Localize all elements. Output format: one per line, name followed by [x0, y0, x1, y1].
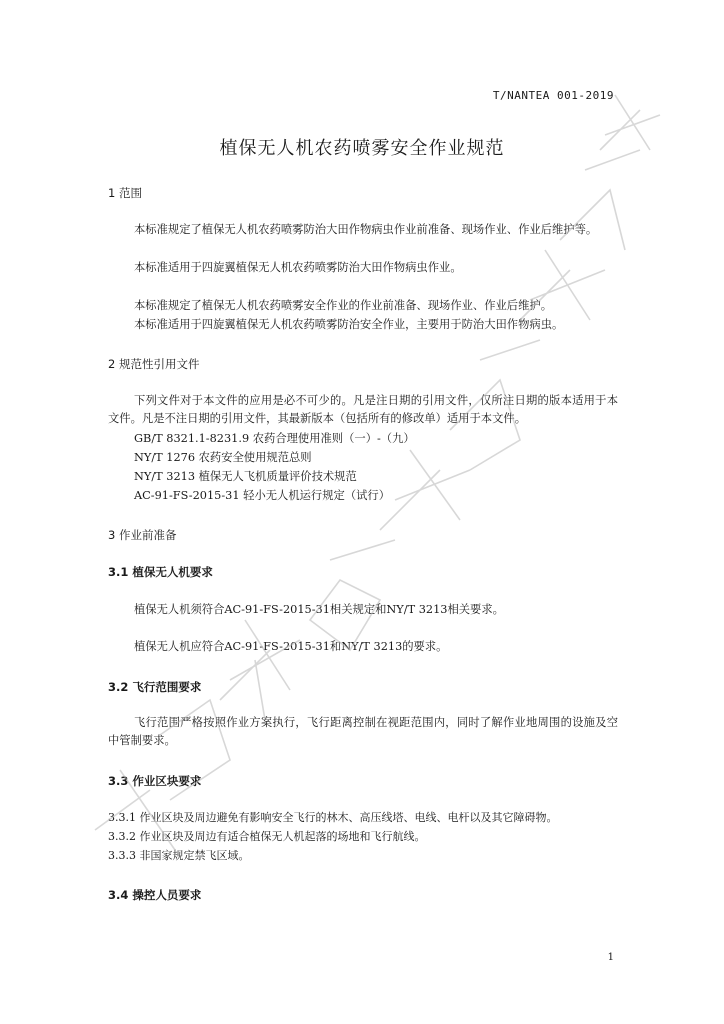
requirement-item: 3.3.2 作业区块及周边有适合植保无人机起落的场地和飞行航线。 — [108, 830, 426, 843]
section-3-2-heading: 3.2 飞行范围要求 — [108, 680, 202, 694]
section-3-1-heading: 3.1 植保无人机要求 — [108, 565, 213, 579]
section-2-heading: 2 规范性引用文件 — [108, 357, 200, 371]
requirement-item: 3.3.1 作业区块及周边避免有影响安全飞行的林木、高压线塔、电线、电杆以及其它障碍物。 — [108, 811, 558, 824]
section-1-heading: 1 范围 — [108, 186, 142, 200]
section-3-1-paragraph-1: 植保无人机须符合AC-91-FS-2015-31相关规定和NY/T 3213相关要求。 — [134, 603, 504, 616]
reference-item: NY/T 1276 农药安全使用规范总则 — [134, 451, 312, 464]
section-1-paragraph-4: 本标准适用于四旋翼植保无人机农药喷雾防治安全作业，主要用于防治大田作物病虫。 — [134, 318, 564, 331]
standard-code: T/NANTEA 001-2019 — [492, 89, 614, 102]
page-number: 1 — [607, 952, 614, 963]
section-1-paragraph-1: 本标准规定了植保无人机农药喷雾防治大田作物病虫作业前准备、现场作业、作业后维护等。 — [134, 223, 598, 236]
document-title: 植保无人机农药喷雾安全作业规范 — [219, 138, 505, 159]
section-3-2-paragraph-1: 飞行范围严格按照作业方案执行，飞行距离控制在视距范围内，同时了解作业地周围的设施及空中管制要求。 — [108, 716, 618, 747]
section-1-paragraph-2: 本标准适用于四旋翼植保无人机农药喷雾防治大田作物病虫作业。 — [134, 261, 462, 274]
requirement-item: 3.3.3 非国家规定禁飞区域。 — [108, 849, 250, 862]
reference-item: NY/T 3213 植保无人飞机质量评价技术规范 — [134, 470, 357, 483]
reference-item: GB/T 8321.1-8231.9 农药合理使用准则（一）-（九） — [134, 432, 415, 445]
reference-item: AC-91-FS-2015-31 轻小无人机运行规定（试行） — [134, 489, 391, 502]
section-3-1-paragraph-2: 植保无人机应符合AC-91-FS-2015-31和NY/T 3213的要求。 — [134, 640, 448, 653]
section-1-paragraph-3: 本标准规定了植保无人机农药喷雾安全作业的作业前准备、现场作业、作业后维护。 — [134, 299, 552, 312]
section-3-heading: 3 作业前准备 — [108, 528, 177, 542]
section-3-3-heading: 3.3 作业区块要求 — [108, 774, 202, 788]
section-2-paragraph-1: 下列文件对于本文件的应用是必不可少的。凡是注日期的引用文件，仅所注日期的版本适用于本文件。凡是不注日期的引用文件，其最新版本（包括所有的修改单）适用于本文件。 — [108, 394, 618, 425]
section-3-4-heading: 3.4 操控人员要求 — [108, 888, 202, 902]
